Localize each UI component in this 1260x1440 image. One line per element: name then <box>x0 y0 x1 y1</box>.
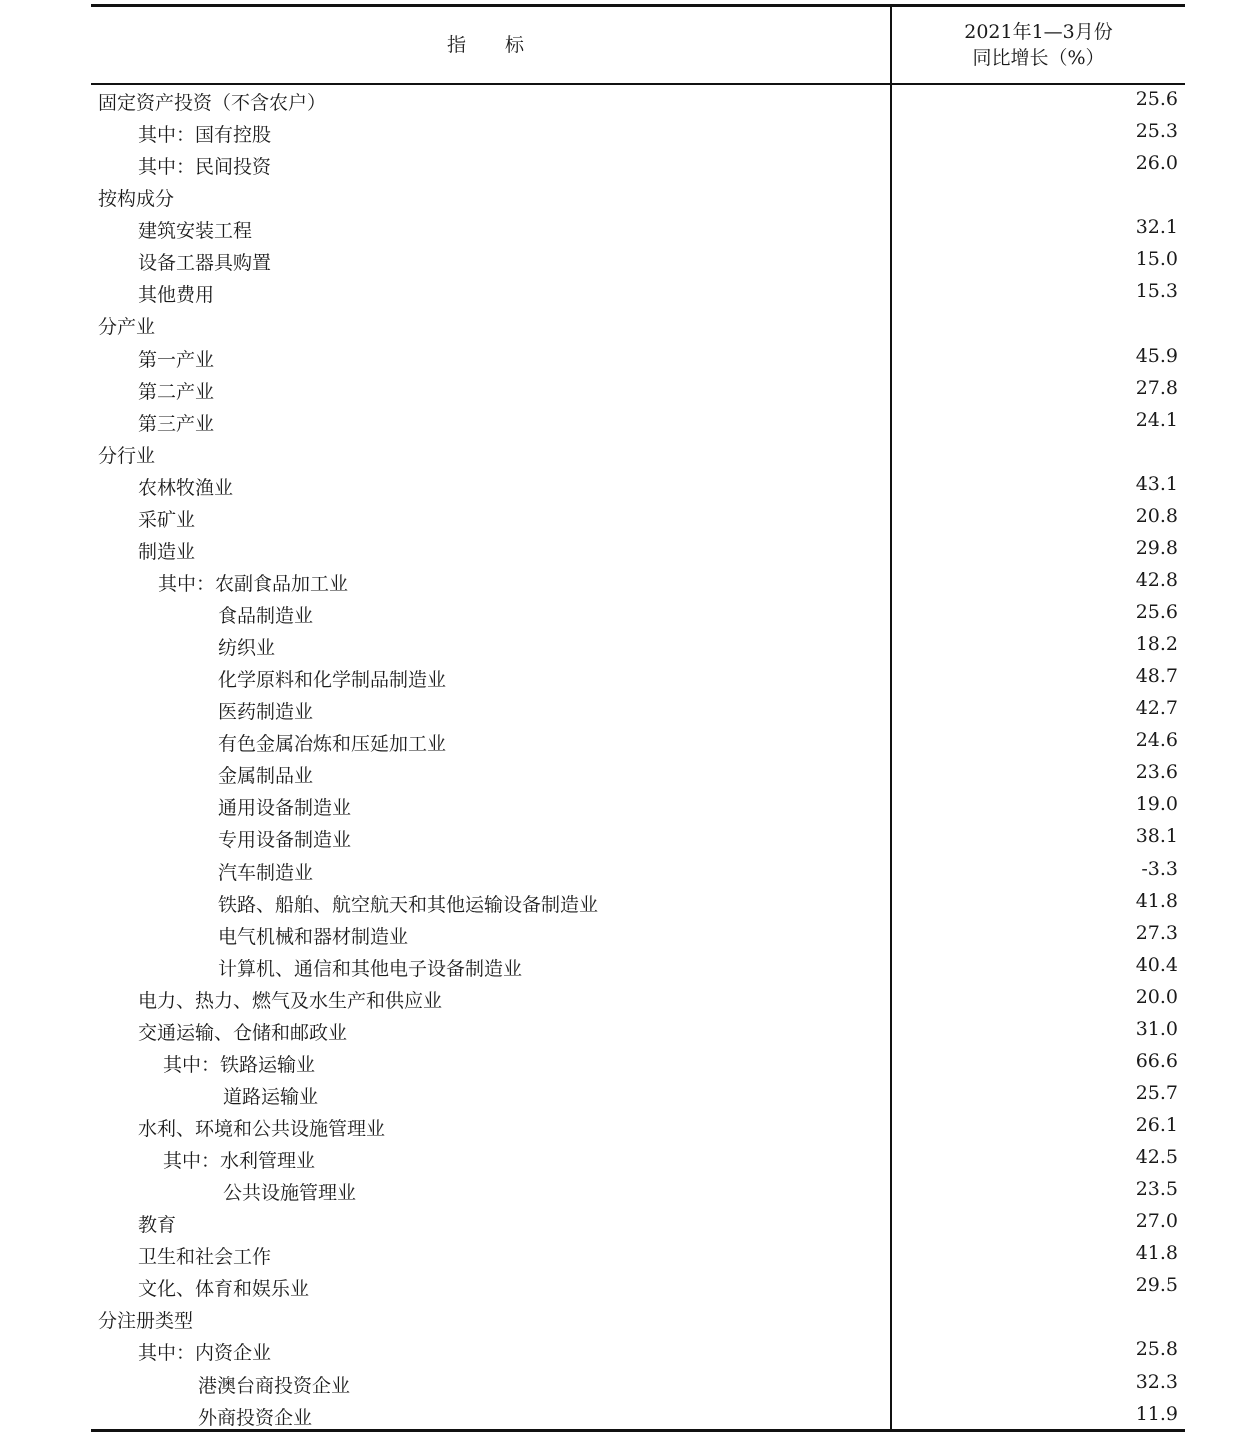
row-value: 25.7 <box>1135 1081 1178 1104</box>
row-label: 外商投资企业 <box>198 1406 313 1429</box>
table-row <box>91 1368 1185 1400</box>
row-label: 分产业 <box>98 316 156 339</box>
row-value: 11.9 <box>1135 1402 1178 1425</box>
row-label: 第二产业 <box>138 380 215 403</box>
row-label: 其中：水利管理业 <box>163 1150 316 1173</box>
row-label: 其中：国有控股 <box>138 124 272 147</box>
table-row <box>91 1207 1185 1239</box>
row-value: 25.6 <box>1135 601 1178 623</box>
table-row <box>91 1303 1185 1335</box>
row-value: 42.5 <box>1135 1146 1178 1169</box>
table-row <box>91 502 1185 534</box>
row-value: 26.0 <box>1135 152 1178 175</box>
table-row <box>91 406 1185 438</box>
table-header <box>91 7 1185 83</box>
row-label: 专用设备制造业 <box>218 829 352 852</box>
table-row <box>91 1079 1185 1111</box>
row-label: 港澳台商投资企业 <box>198 1374 351 1397</box>
row-value: 48.7 <box>1135 665 1178 688</box>
table-row <box>91 598 1185 630</box>
table-row <box>91 694 1185 726</box>
table-row <box>91 983 1185 1015</box>
row-value: 38.1 <box>1135 825 1178 848</box>
table-row <box>91 1047 1185 1079</box>
table-row <box>91 85 1185 117</box>
row-value: 24.1 <box>1135 408 1178 431</box>
value-header-unit: 同比增长（%） <box>972 47 1105 69</box>
row-label: 道路运输业 <box>223 1085 319 1108</box>
table-row <box>91 566 1185 598</box>
row-value: 25.3 <box>1135 120 1178 143</box>
row-value: 45.9 <box>1135 344 1178 367</box>
row-value: 27.0 <box>1135 1210 1178 1233</box>
row-label: 食品制造业 <box>218 605 314 627</box>
value-header-period: 2021年1—3月份 <box>964 21 1113 43</box>
table-row <box>91 1143 1185 1175</box>
row-label: 水利、环境和公共设施管理业 <box>138 1118 386 1140</box>
row-label: 卫生和社会工作 <box>138 1246 272 1269</box>
row-label: 按构成分 <box>98 188 175 211</box>
row-label: 电力、热力、燃气及水生产和供应业 <box>138 989 443 1012</box>
table-row <box>91 213 1185 245</box>
row-value: 15.3 <box>1135 280 1178 303</box>
row-label: 电气机械和器材制造业 <box>218 925 409 948</box>
row-value: 27.3 <box>1135 921 1178 944</box>
table-row <box>91 662 1185 694</box>
table-row <box>91 919 1185 951</box>
row-value: 25.8 <box>1135 1338 1178 1361</box>
table-row <box>91 790 1185 822</box>
row-value: 66.6 <box>1135 1049 1178 1072</box>
row-label: 通用设备制造业 <box>218 797 352 820</box>
row-value: 32.1 <box>1135 216 1178 239</box>
table-row <box>91 1271 1185 1303</box>
table-row <box>91 277 1185 309</box>
row-value: 42.7 <box>1135 697 1178 720</box>
table-row <box>91 374 1185 406</box>
table-row <box>91 534 1185 566</box>
row-label: 化学原料和化学制品制造业 <box>218 669 447 692</box>
table-row <box>91 1175 1185 1207</box>
row-label: 教育 <box>138 1214 177 1237</box>
row-label: 建筑安装工程 <box>138 220 253 243</box>
row-value: 18.2 <box>1135 633 1178 656</box>
row-label: 固定资产投资（不含农户） <box>98 92 327 114</box>
indicator-header: 指 标 <box>446 34 534 56</box>
row-value: 41.8 <box>1135 889 1178 912</box>
table-row <box>91 1111 1185 1143</box>
row-value: 43.1 <box>1135 472 1178 495</box>
row-label: 采矿业 <box>138 508 196 531</box>
row-value: 25.6 <box>1135 88 1178 110</box>
table-row <box>91 822 1185 854</box>
row-label: 交通运输、仓储和邮政业 <box>138 1021 348 1044</box>
row-label: 农林牧渔业 <box>138 476 234 499</box>
table-row <box>91 1015 1185 1047</box>
row-value: 29.8 <box>1135 536 1178 559</box>
row-label: 其中：内资企业 <box>138 1342 272 1365</box>
row-value: 29.5 <box>1135 1274 1178 1297</box>
table-row <box>91 758 1185 790</box>
row-value: -3.3 <box>1141 857 1178 880</box>
table-body <box>91 85 1185 1432</box>
row-label: 公共设施管理业 <box>223 1182 357 1205</box>
row-label: 金属制品业 <box>218 765 314 788</box>
table-row <box>91 117 1185 149</box>
table-row <box>91 438 1185 470</box>
row-label: 第一产业 <box>138 348 215 371</box>
row-value: 15.0 <box>1135 248 1178 271</box>
value-header <box>892 7 1185 83</box>
table-row <box>91 951 1185 983</box>
row-value: 24.6 <box>1135 729 1178 752</box>
row-value: 42.8 <box>1135 568 1178 591</box>
table-row <box>91 470 1185 502</box>
row-label: 汽车制造业 <box>218 861 314 884</box>
row-value: 20.8 <box>1135 504 1178 527</box>
row-value: 23.6 <box>1135 761 1178 784</box>
table-row <box>91 855 1185 887</box>
table-row <box>91 1239 1185 1271</box>
row-label: 分行业 <box>98 444 156 467</box>
row-value: 19.0 <box>1135 793 1178 816</box>
row-label: 其中：铁路运输业 <box>163 1053 316 1076</box>
table-row <box>91 726 1185 758</box>
table-row <box>91 887 1185 919</box>
row-label: 其他费用 <box>138 284 215 307</box>
row-value: 26.1 <box>1135 1114 1178 1136</box>
bottom-rule <box>91 1429 1185 1432</box>
table-row <box>91 245 1185 277</box>
row-label: 第三产业 <box>138 412 215 435</box>
row-label: 医药制造业 <box>218 701 314 724</box>
table-row <box>91 149 1185 181</box>
table-row <box>91 1400 1185 1432</box>
row-value: 40.4 <box>1135 953 1178 976</box>
row-value: 31.0 <box>1135 1017 1178 1040</box>
row-label: 文化、体育和娱乐业 <box>138 1278 310 1301</box>
row-label: 制造业 <box>138 540 196 563</box>
row-value: 23.5 <box>1135 1178 1178 1201</box>
table-row <box>91 309 1185 341</box>
row-label: 分注册类型 <box>98 1310 194 1333</box>
row-value: 32.3 <box>1135 1370 1178 1393</box>
table-row <box>91 1335 1185 1367</box>
table-row <box>91 181 1185 213</box>
row-label: 其中：民间投资 <box>138 156 272 179</box>
row-label: 其中：农副食品加工业 <box>158 572 349 595</box>
row-value: 41.8 <box>1135 1242 1178 1265</box>
table-row <box>91 342 1185 374</box>
row-label: 有色金属冶炼和压延加工业 <box>218 733 447 756</box>
row-label: 纺织业 <box>218 637 276 660</box>
row-value: 27.8 <box>1135 376 1178 399</box>
row-label: 铁路、船舶、航空航天和其他运输设备制造业 <box>218 893 599 916</box>
row-value: 20.0 <box>1135 985 1178 1008</box>
row-label: 设备工器具购置 <box>138 252 272 275</box>
table-row <box>91 630 1185 662</box>
row-label: 计算机、通信和其他电子设备制造业 <box>218 957 523 980</box>
